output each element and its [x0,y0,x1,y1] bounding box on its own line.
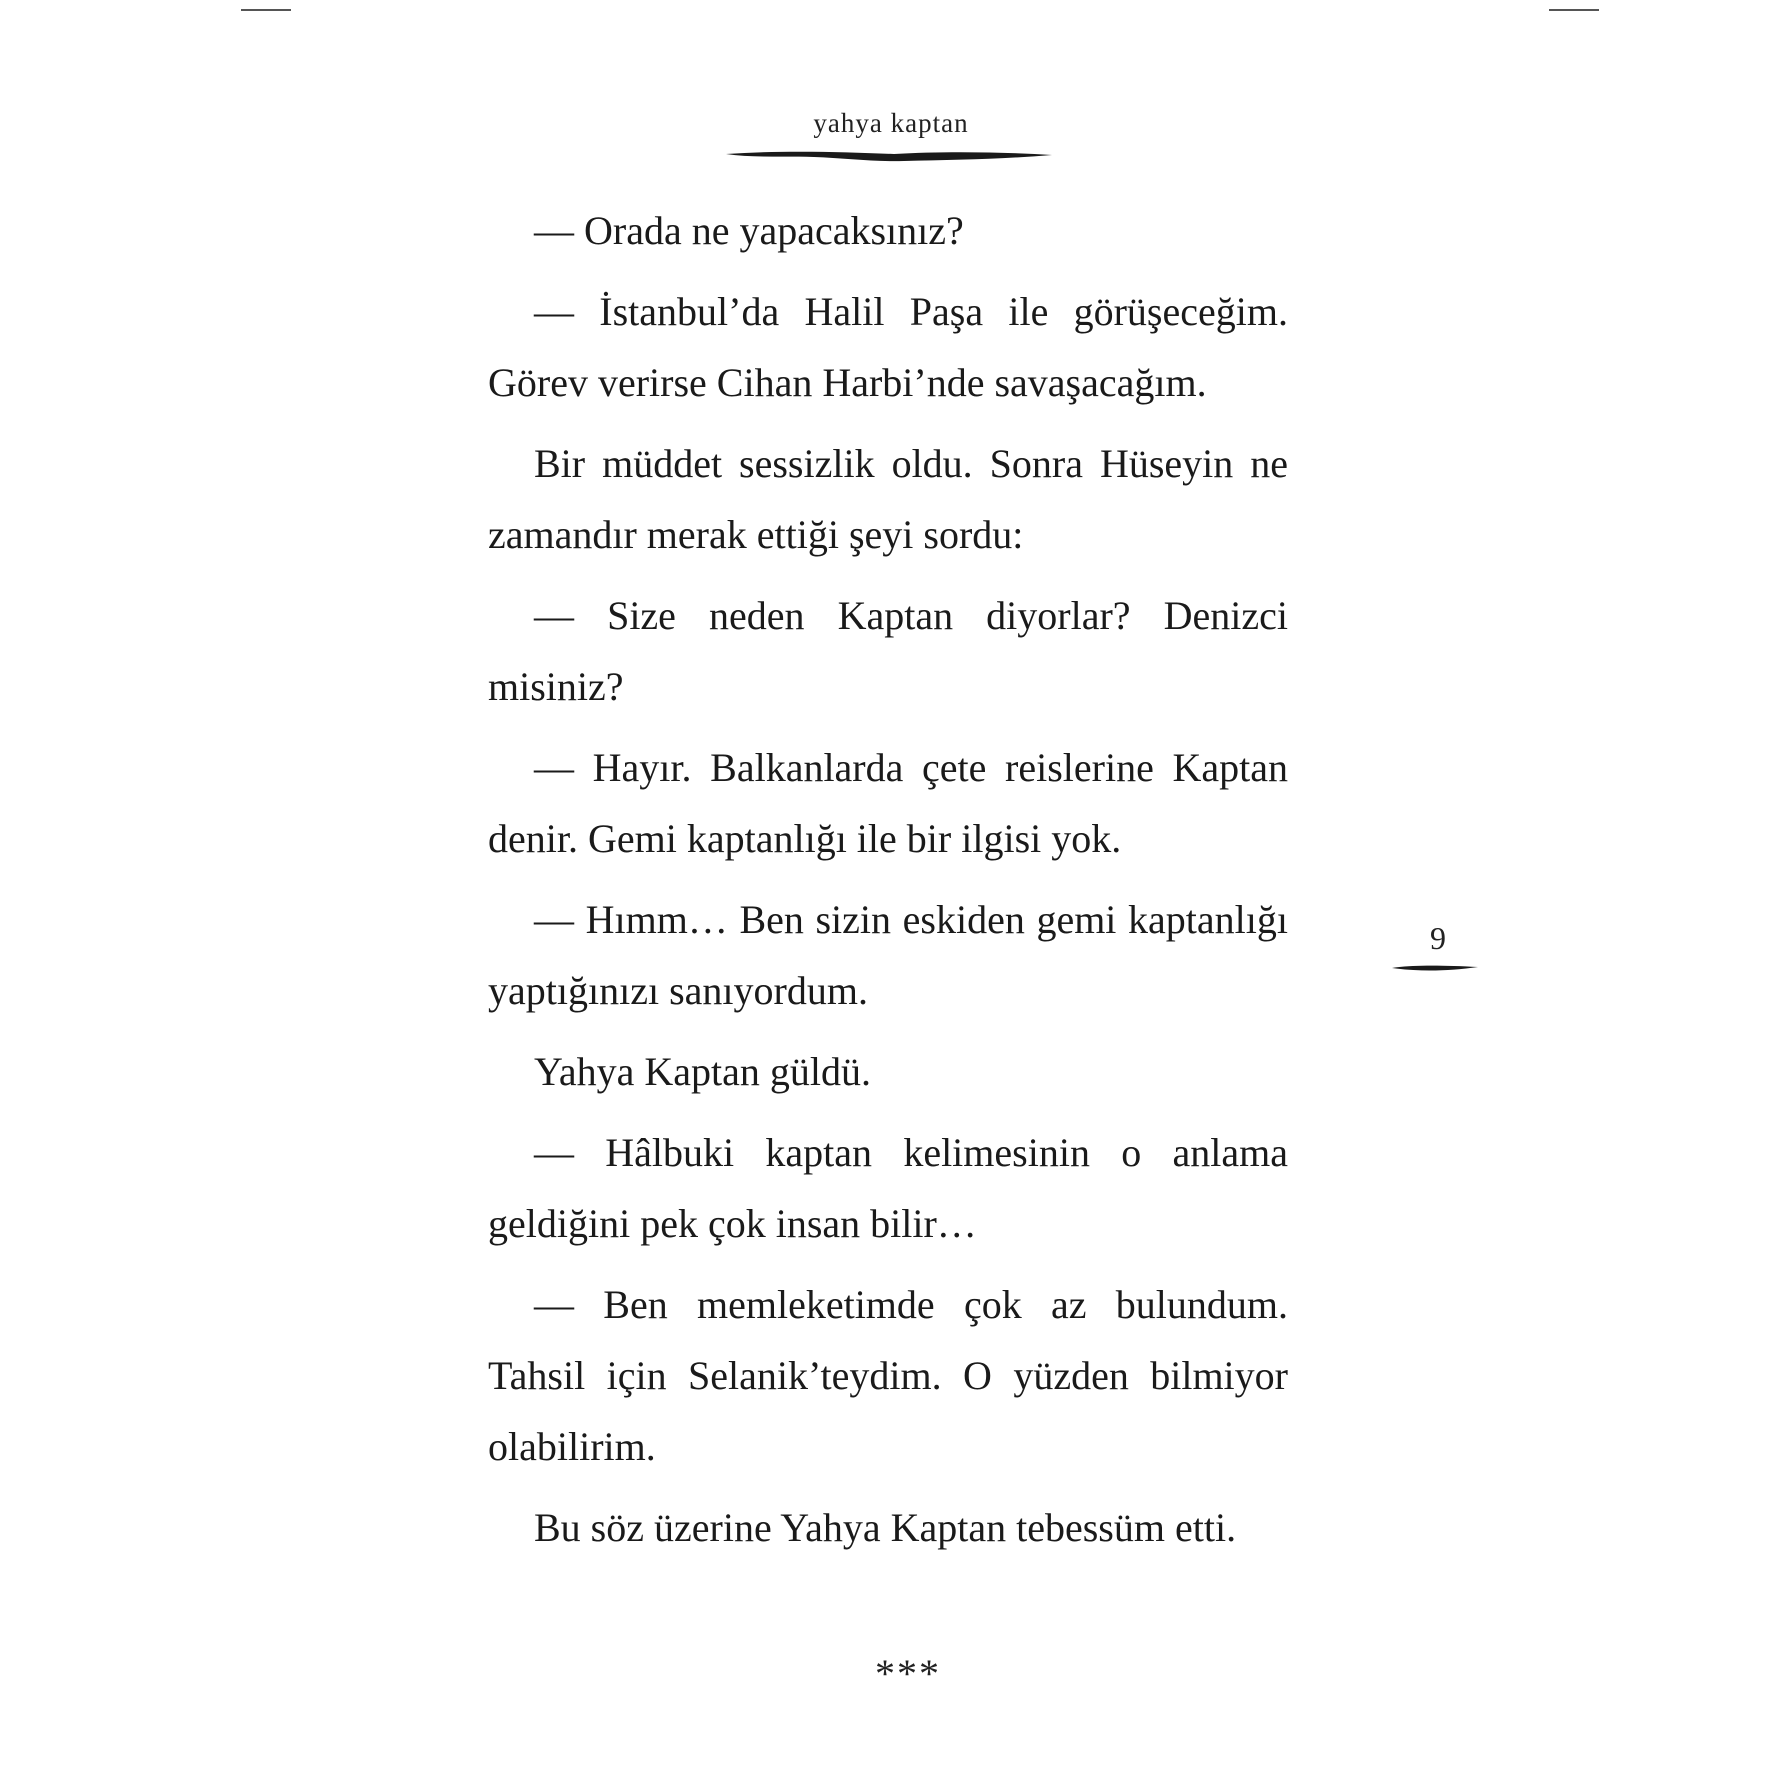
paragraph: Yahya Kaptan güldü. [534,1049,872,1094]
paragraph: — İstanbul’da Halil Paşa ile görüşeceğim. Görev verirse Cihan Harbi’nde savaşacağım. [488,289,1288,405]
paragraph: — Ben memleketimde çok az bulundum. Tahsil için Selanik’teydim. O yüzden bilmiyor olabilirim. [488,1282,1288,1469]
paragraph: — Size neden Kaptan diyorlar? Denizci misiniz? [488,593,1288,709]
page-number: 9 [1430,920,1446,956]
body-text [488,195,1288,1573]
crop-mark-right [1549,9,1599,11]
paragraph: — Hâlbuki kaptan kelimesinin o anlama geldiğini pek çok insan bilir… [488,1130,1288,1246]
running-head: yahya kaptan [813,108,969,138]
brush-stroke-ornament [724,148,1054,164]
crop-mark-left [241,9,291,11]
paragraph: — Orada ne yapacaksınız? [534,208,964,253]
paragraph: Bu söz üzerine Yahya Kaptan tebessüm etti. [534,1505,1237,1550]
paragraph: — Hımm… Ben sizin eskiden gemi kaptanlığı yaptığınızı sanıyordum. [488,897,1288,1013]
section-break: *** [875,1651,941,1696]
paragraph: — Hayır. Balkanlarda çete reislerine Kaptan denir. Gemi kaptanlığı ile bir ilgisi yok. [488,745,1288,861]
paragraph: Bir müddet sessizlik oldu. Sonra Hüseyin ne zamandır merak ettiği şeyi sordu: [488,441,1288,557]
page-number-brush-stroke [1390,962,1480,974]
